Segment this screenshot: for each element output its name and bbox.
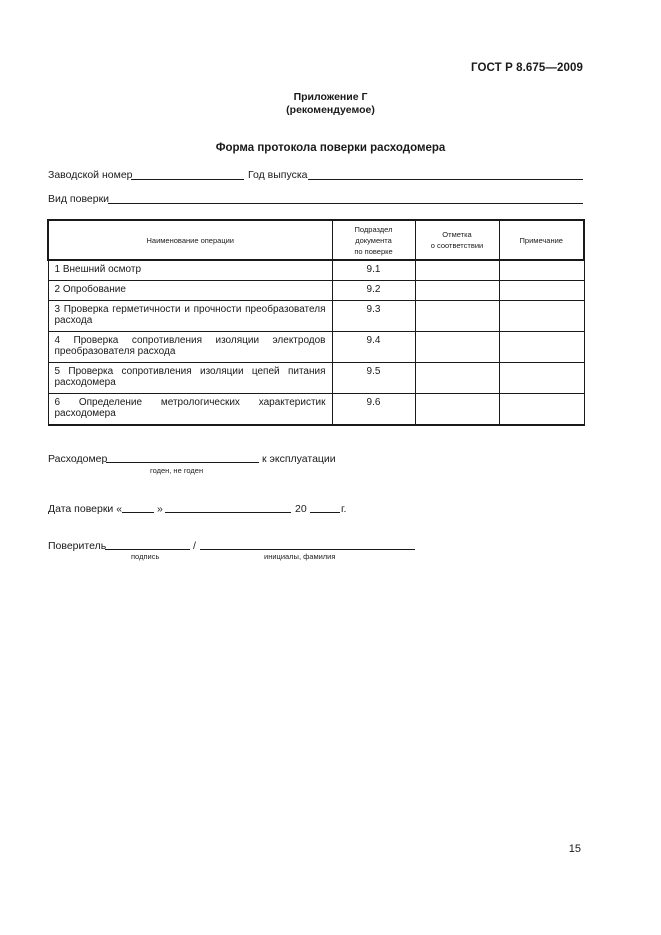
table-row [48, 331, 584, 362]
operation-cell: 6 Определение метрологических характеристик расходомера [48, 393, 332, 425]
section-cell: 9.5 [332, 362, 415, 393]
table-row [48, 260, 584, 280]
operation-cell: 5 Проверка сопротивления изоляции цепей питания расходомера [48, 362, 332, 393]
protocol-table [47, 219, 585, 426]
conformity-cell[interactable] [415, 331, 499, 362]
date-month-field[interactable] [165, 512, 291, 513]
serial-number-label: Заводской номер [48, 169, 133, 181]
section-cell: 9.1 [332, 260, 415, 280]
note-cell[interactable] [499, 280, 584, 300]
section-cell: 9.4 [332, 331, 415, 362]
note-cell[interactable] [499, 362, 584, 393]
section-cell: 9.6 [332, 393, 415, 425]
operation-suffix: к эксплуатации [262, 453, 336, 465]
date-year-suffix: г. [341, 503, 347, 515]
section-cell: 9.3 [332, 300, 415, 331]
table-row [48, 280, 584, 300]
verifier-label: Поверитель [48, 540, 107, 552]
conformity-cell[interactable] [415, 280, 499, 300]
flowmeter-label: Расходомер [48, 453, 108, 465]
year-label: Год выпуска [248, 169, 308, 181]
conformity-cell[interactable] [415, 300, 499, 331]
appendix-subtitle: (рекомендуемое) [286, 104, 375, 116]
verification-type-field[interactable] [108, 203, 583, 204]
fitness-caption: годен, не годен [150, 466, 204, 475]
note-cell[interactable] [499, 260, 584, 280]
signature-caption: подпись [131, 552, 160, 561]
year-field[interactable] [308, 179, 583, 180]
conformity-cell[interactable] [415, 260, 499, 280]
date-label: Дата поверки « [48, 503, 123, 515]
standard-number: ГОСТ Р 8.675—2009 [471, 62, 583, 74]
appendix-title: Приложение Г [293, 91, 368, 103]
name-caption: инициалы, фамилия [264, 552, 336, 561]
date-year-prefix: 20 [295, 503, 307, 515]
header-note: Примечание [499, 220, 584, 260]
section-cell: 9.2 [332, 280, 415, 300]
table-row [48, 393, 584, 425]
table-header-row [48, 220, 584, 260]
operation-cell: 2 Опробование [48, 280, 332, 300]
name-field[interactable] [200, 549, 415, 550]
note-cell[interactable] [499, 300, 584, 331]
verification-type-label: Вид поверки [48, 193, 110, 205]
conformity-cell[interactable] [415, 362, 499, 393]
table-row [48, 362, 584, 393]
verifier-separator: / [193, 540, 196, 552]
note-cell[interactable] [499, 393, 584, 425]
fitness-field[interactable] [106, 462, 259, 463]
operation-cell: 4 Проверка сопротивления изоляции электродов преобразователя расхода [48, 331, 332, 362]
operation-cell: 3 Проверка герметичности и прочности преобразователя расхода [48, 300, 332, 331]
signature-field[interactable] [105, 549, 190, 550]
date-close-quote: » [157, 503, 163, 515]
table-row [48, 300, 584, 331]
note-cell[interactable] [499, 331, 584, 362]
date-year-field[interactable] [310, 512, 340, 513]
page-number: 15 [568, 843, 581, 855]
header-conformity: Отметка о соответствии [415, 220, 499, 260]
date-day-field[interactable] [122, 512, 154, 513]
serial-number-field[interactable] [131, 179, 244, 180]
header-operation: Наименование операции [48, 220, 332, 260]
operation-cell: 1 Внешний осмотр [48, 260, 332, 280]
conformity-cell[interactable] [415, 393, 499, 425]
header-section: Подраздел документа по поверке [332, 220, 415, 260]
form-title: Форма протокола поверки расходомера [215, 142, 446, 154]
